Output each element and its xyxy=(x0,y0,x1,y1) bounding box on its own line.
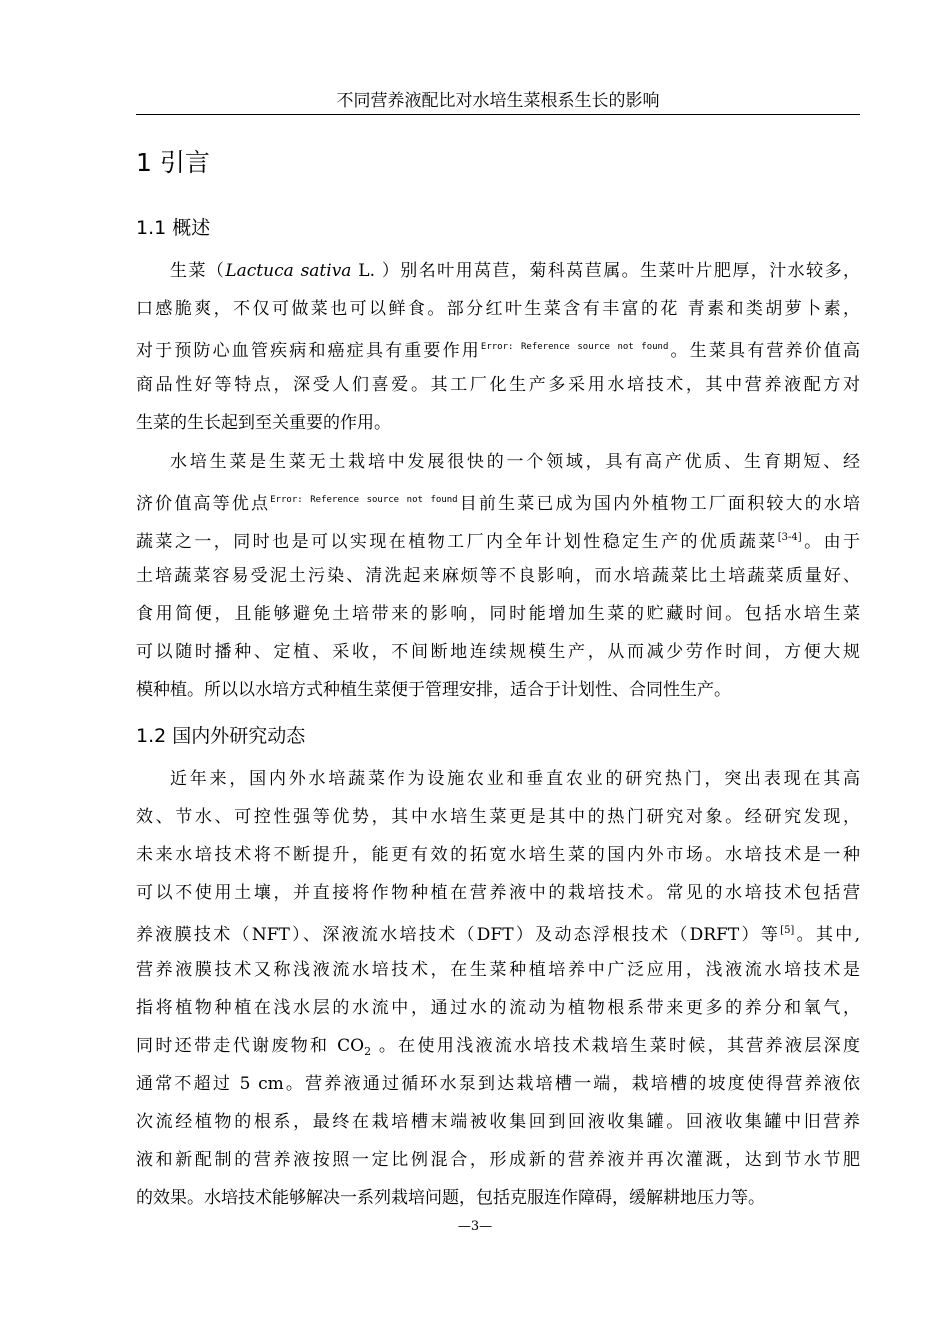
text-line xyxy=(136,1071,860,1097)
text-run: 同时还带走代谢废物和 CO xyxy=(136,1035,365,1056)
text-run: 养液膜技术（NFT）、深液流水培技术（DFT）及动态浮根技术（DRFT）等 xyxy=(136,925,781,945)
text-run: 效、节水、可控性强等优势，其中水培生菜更是其中的热门研究对象。经研究发现， xyxy=(136,807,860,828)
text-run: 通常不超过 5 cm。营养液通过循环水泵到达栽培槽一端，栽培槽的坡度使得营养液依 xyxy=(136,1073,860,1094)
text-line xyxy=(136,1109,860,1135)
text-run: 济价值高等优点 xyxy=(136,493,271,513)
chapter-title: 1 引言 xyxy=(136,148,210,177)
text-run: 。由于 xyxy=(801,531,860,551)
text-line xyxy=(136,804,860,830)
text-run: 。生菜具有营养价值高 xyxy=(668,341,860,361)
text-line xyxy=(136,296,860,322)
text-line xyxy=(136,639,860,665)
text-run: 食用简便，且能够避免土培带来的影响，同时能增加生菜的贮藏时间。包括水培生菜 xyxy=(136,603,860,624)
text-run: 近年来，国内外水培蔬菜作为设施农业和垂直农业的研究热门，突出表现在其高 xyxy=(170,769,860,789)
header-rule xyxy=(136,114,860,115)
section-heading: 1.2 国内外研究动态 xyxy=(136,725,306,747)
text-run: 商品性好等特点，深受人们喜爱。其工厂化生产多采用水培技术，其中营养液配方对 xyxy=(136,375,860,396)
text-run: 对于预防心血管疾病和癌症具有重要作用 xyxy=(136,341,481,361)
text-run: 可以随时播种、定植、采收，不间断地连续规模生产，从而减少劳作时间，方便大规 xyxy=(136,642,860,662)
text-line xyxy=(136,957,860,983)
running-header: 不同营养液配比对水培生菜根系生长的影响 xyxy=(336,91,660,111)
text-line xyxy=(136,601,860,627)
text-line xyxy=(136,563,860,589)
text-run: 生菜的生长起到至关重要的作用。 xyxy=(136,413,391,434)
text-line xyxy=(170,449,860,475)
text-run: 指将植物种植在浅水层的水流中，通过水的流动为植物根系带来更多的养分和氧气， xyxy=(136,997,860,1018)
text-run: 液和新配制的营养液按照一定比例混合，形成新的营养液并再次灌溉，达到节水节肥 xyxy=(136,1150,860,1170)
text-run: 未来水培技术将不断提升，能更有效的拓宽水培生菜的国内外市场。水培技术是一种 xyxy=(136,845,860,866)
text-line xyxy=(136,1147,860,1173)
text-run: 次流经植物的根系，最终在栽培槽末端被收集回到回液收集罐。回液收集罐中旧营养 xyxy=(136,1111,860,1132)
text-run: 。其中, xyxy=(794,925,860,945)
text-line xyxy=(136,525,860,551)
text-run: 口感脆爽，不仅可做菜也可以鲜食。部分红叶生菜含有丰富的花 青素和类胡萝卜素， xyxy=(136,299,860,320)
text-run: 蔬菜之一，同时也是可以实现在植物工厂内全年计划性稳定生产的优质蔬菜 xyxy=(136,531,778,551)
text-line xyxy=(170,258,860,284)
text-line xyxy=(136,334,860,360)
subscript: 2 xyxy=(364,1044,372,1058)
text-run: 水培生菜是生菜无土栽培中发展很快的一个领域，具有高产优质、生育期短、经 xyxy=(170,451,860,472)
text-run: 的效果。水培技术能够解决一系列栽培问题，包括克服连作障碍，缓解耕地压力等。 xyxy=(136,1188,765,1209)
text-run: 模种植。所以以水培方式种植生菜便于管理安排，适合于计划性、合同性生产。 xyxy=(136,680,731,701)
section-heading: 1.1 概述 xyxy=(136,217,211,239)
text-run: 营养液膜技术又称浅液流水培技术，在生菜种植培养中广泛应用，浅液流水培技术是 xyxy=(136,959,860,980)
text-run: L. ）别名叶用莴苣，菊科莴苣属。生菜叶片肥厚，汁水较多， xyxy=(351,261,860,281)
text-line xyxy=(136,1185,860,1211)
text-line xyxy=(136,995,860,1021)
citation-error: Error: Reference source not found xyxy=(270,494,458,505)
citation-error: Error: Reference source not found xyxy=(480,342,669,353)
italic-term: Lactuca sativa xyxy=(225,261,352,281)
text-run: 目前生菜已成为国内外植物工厂面积较大的水培 xyxy=(457,493,860,513)
text-line xyxy=(136,880,860,906)
text-line xyxy=(136,842,860,868)
text-line xyxy=(136,677,860,703)
text-run: 可以不使用土壤，并直接将作物种植在营养液中的栽培技术。常见的水培技术包括营 xyxy=(136,883,860,904)
text-line xyxy=(136,918,860,944)
citation-ref: [5] xyxy=(780,925,795,937)
text-line xyxy=(136,1033,860,1059)
text-run: 生菜（ xyxy=(170,261,226,281)
text-run: 。在使用浅液流水培技术栽培生菜时候，其营养液层深度 xyxy=(371,1035,860,1056)
text-run: 土培蔬菜容易受泥土污染、清洗起来麻烦等不良影响，而水培蔬菜比土培蔬菜质量好、 xyxy=(136,565,860,586)
text-line xyxy=(170,766,860,792)
citation-ref: [3-4] xyxy=(777,531,802,543)
text-line xyxy=(136,372,860,398)
text-line xyxy=(136,487,860,513)
text-line xyxy=(136,410,860,436)
page-number: —3— xyxy=(457,1219,493,1234)
